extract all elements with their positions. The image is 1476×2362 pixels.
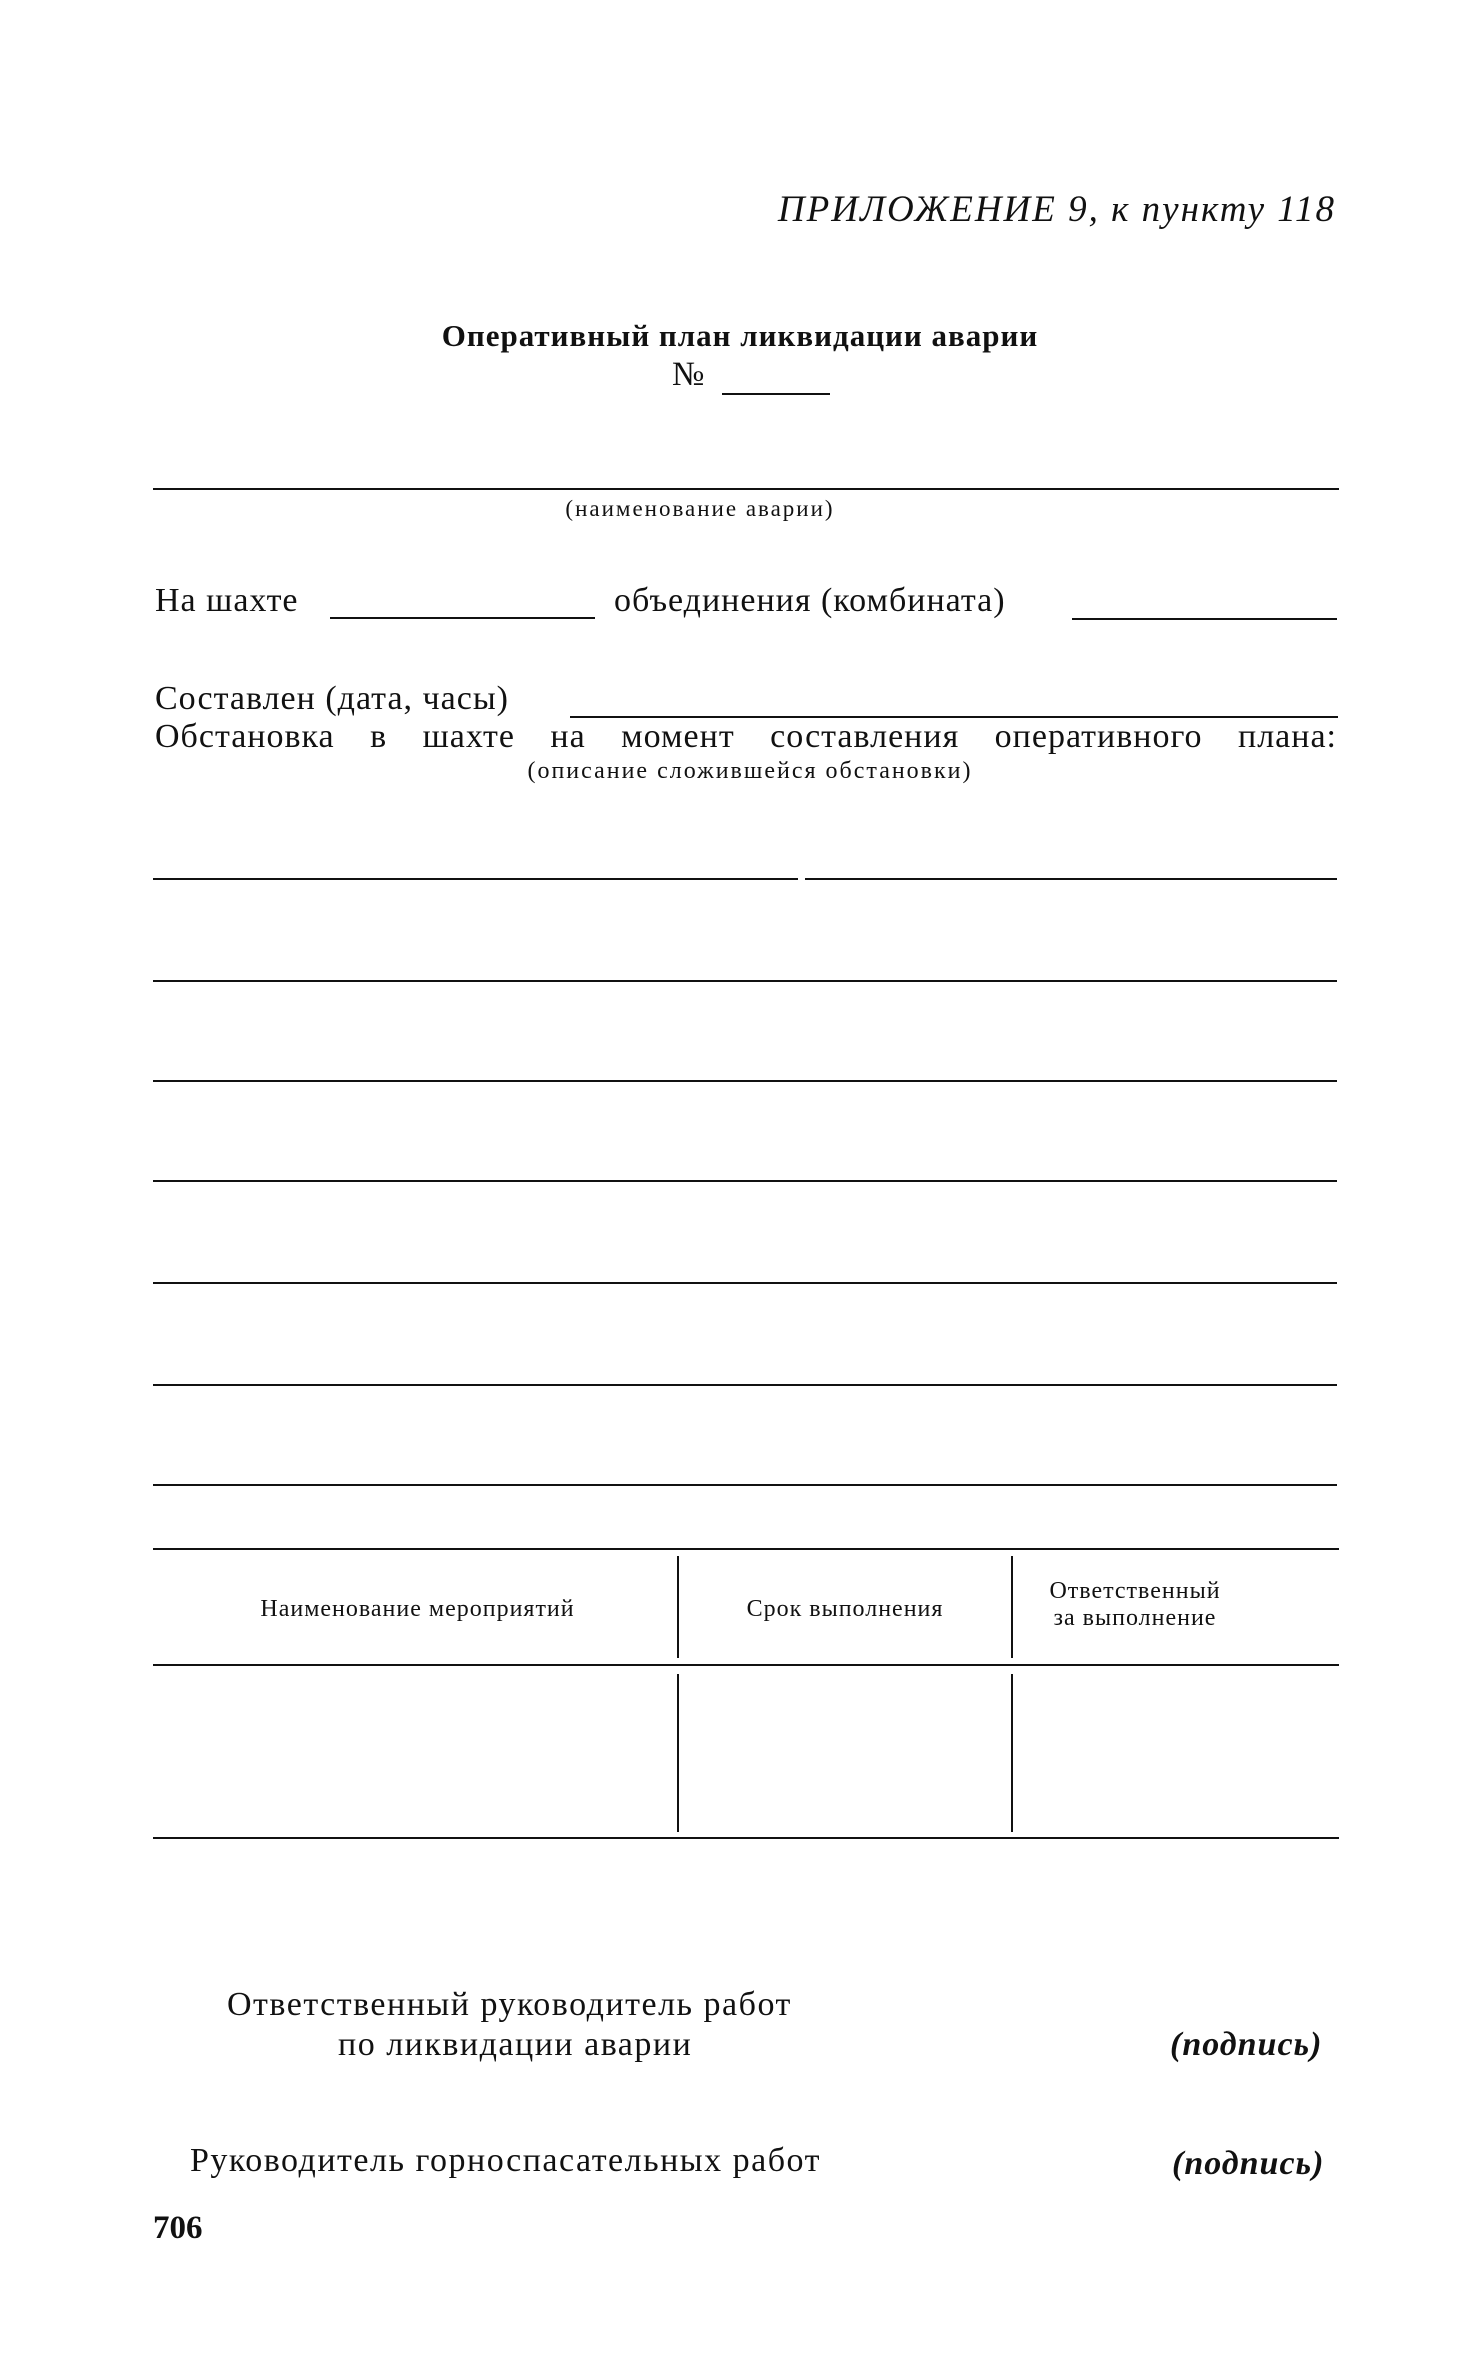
leader-title-line1: Ответственный руководитель работ: [227, 1986, 792, 2023]
table-column-divider: [1011, 1556, 1013, 1658]
rescue-leader-title: Руководитель горноспасательных работ: [190, 2142, 821, 2179]
situation-line[interactable]: [153, 1180, 1337, 1182]
number-field-line[interactable]: [722, 393, 830, 395]
table-cell-measures[interactable]: [155, 1674, 675, 1832]
situation-line[interactable]: [153, 1384, 1337, 1386]
table-cell-deadline[interactable]: [681, 1674, 1009, 1832]
situation-line[interactable]: [153, 1080, 1337, 1082]
situation-line[interactable]: [153, 1282, 1337, 1284]
situation-line[interactable]: [153, 1484, 1337, 1486]
number-label: №: [672, 356, 705, 393]
table-bottom-border: [153, 1837, 1339, 1839]
situation-line[interactable]: [805, 878, 1337, 880]
page-number: 706: [153, 2210, 203, 2246]
situation-caption: (описание сложившейся обстановки): [527, 758, 973, 784]
compiled-label: Составлен (дата, часы): [155, 680, 509, 717]
mine-label: На шахте: [155, 582, 299, 619]
accident-name-caption: (наименование аварии): [565, 496, 835, 521]
table-header-responsible: Ответственный за выполнение: [1049, 1578, 1221, 1631]
table-header-deadline: Срок выполнения: [746, 1596, 944, 1622]
table-column-divider: [677, 1674, 679, 1832]
situation-label: Обстановка в шахте на момент составления оперативного плана:: [155, 718, 1337, 755]
rescue-leader-signature[interactable]: (подпись): [1172, 2145, 1325, 2182]
situation-line[interactable]: [153, 980, 1337, 982]
table-header-measures: Наименование мероприятий: [260, 1596, 575, 1622]
table-column-divider: [1011, 1674, 1013, 1832]
situation-line[interactable]: [153, 878, 798, 880]
appendix-heading: ПРИЛОЖЕНИЕ 9, к пункту 118: [777, 189, 1336, 230]
table-column-divider: [677, 1556, 679, 1658]
leader-signature[interactable]: (подпись): [1170, 2026, 1323, 2063]
table-top-border: [153, 1548, 1339, 1550]
leader-title-line2: по ликвидации аварии: [338, 2026, 693, 2063]
document-title: Оперативный план ликвидации аварии: [441, 318, 1039, 353]
association-label: объединения (комбината): [614, 582, 1006, 619]
table-cell-responsible[interactable]: [1015, 1674, 1337, 1832]
table-header-border: [153, 1664, 1339, 1666]
mine-field-line[interactable]: [330, 617, 595, 619]
association-field-line[interactable]: [1072, 618, 1337, 620]
accident-name-line[interactable]: [153, 488, 1339, 490]
